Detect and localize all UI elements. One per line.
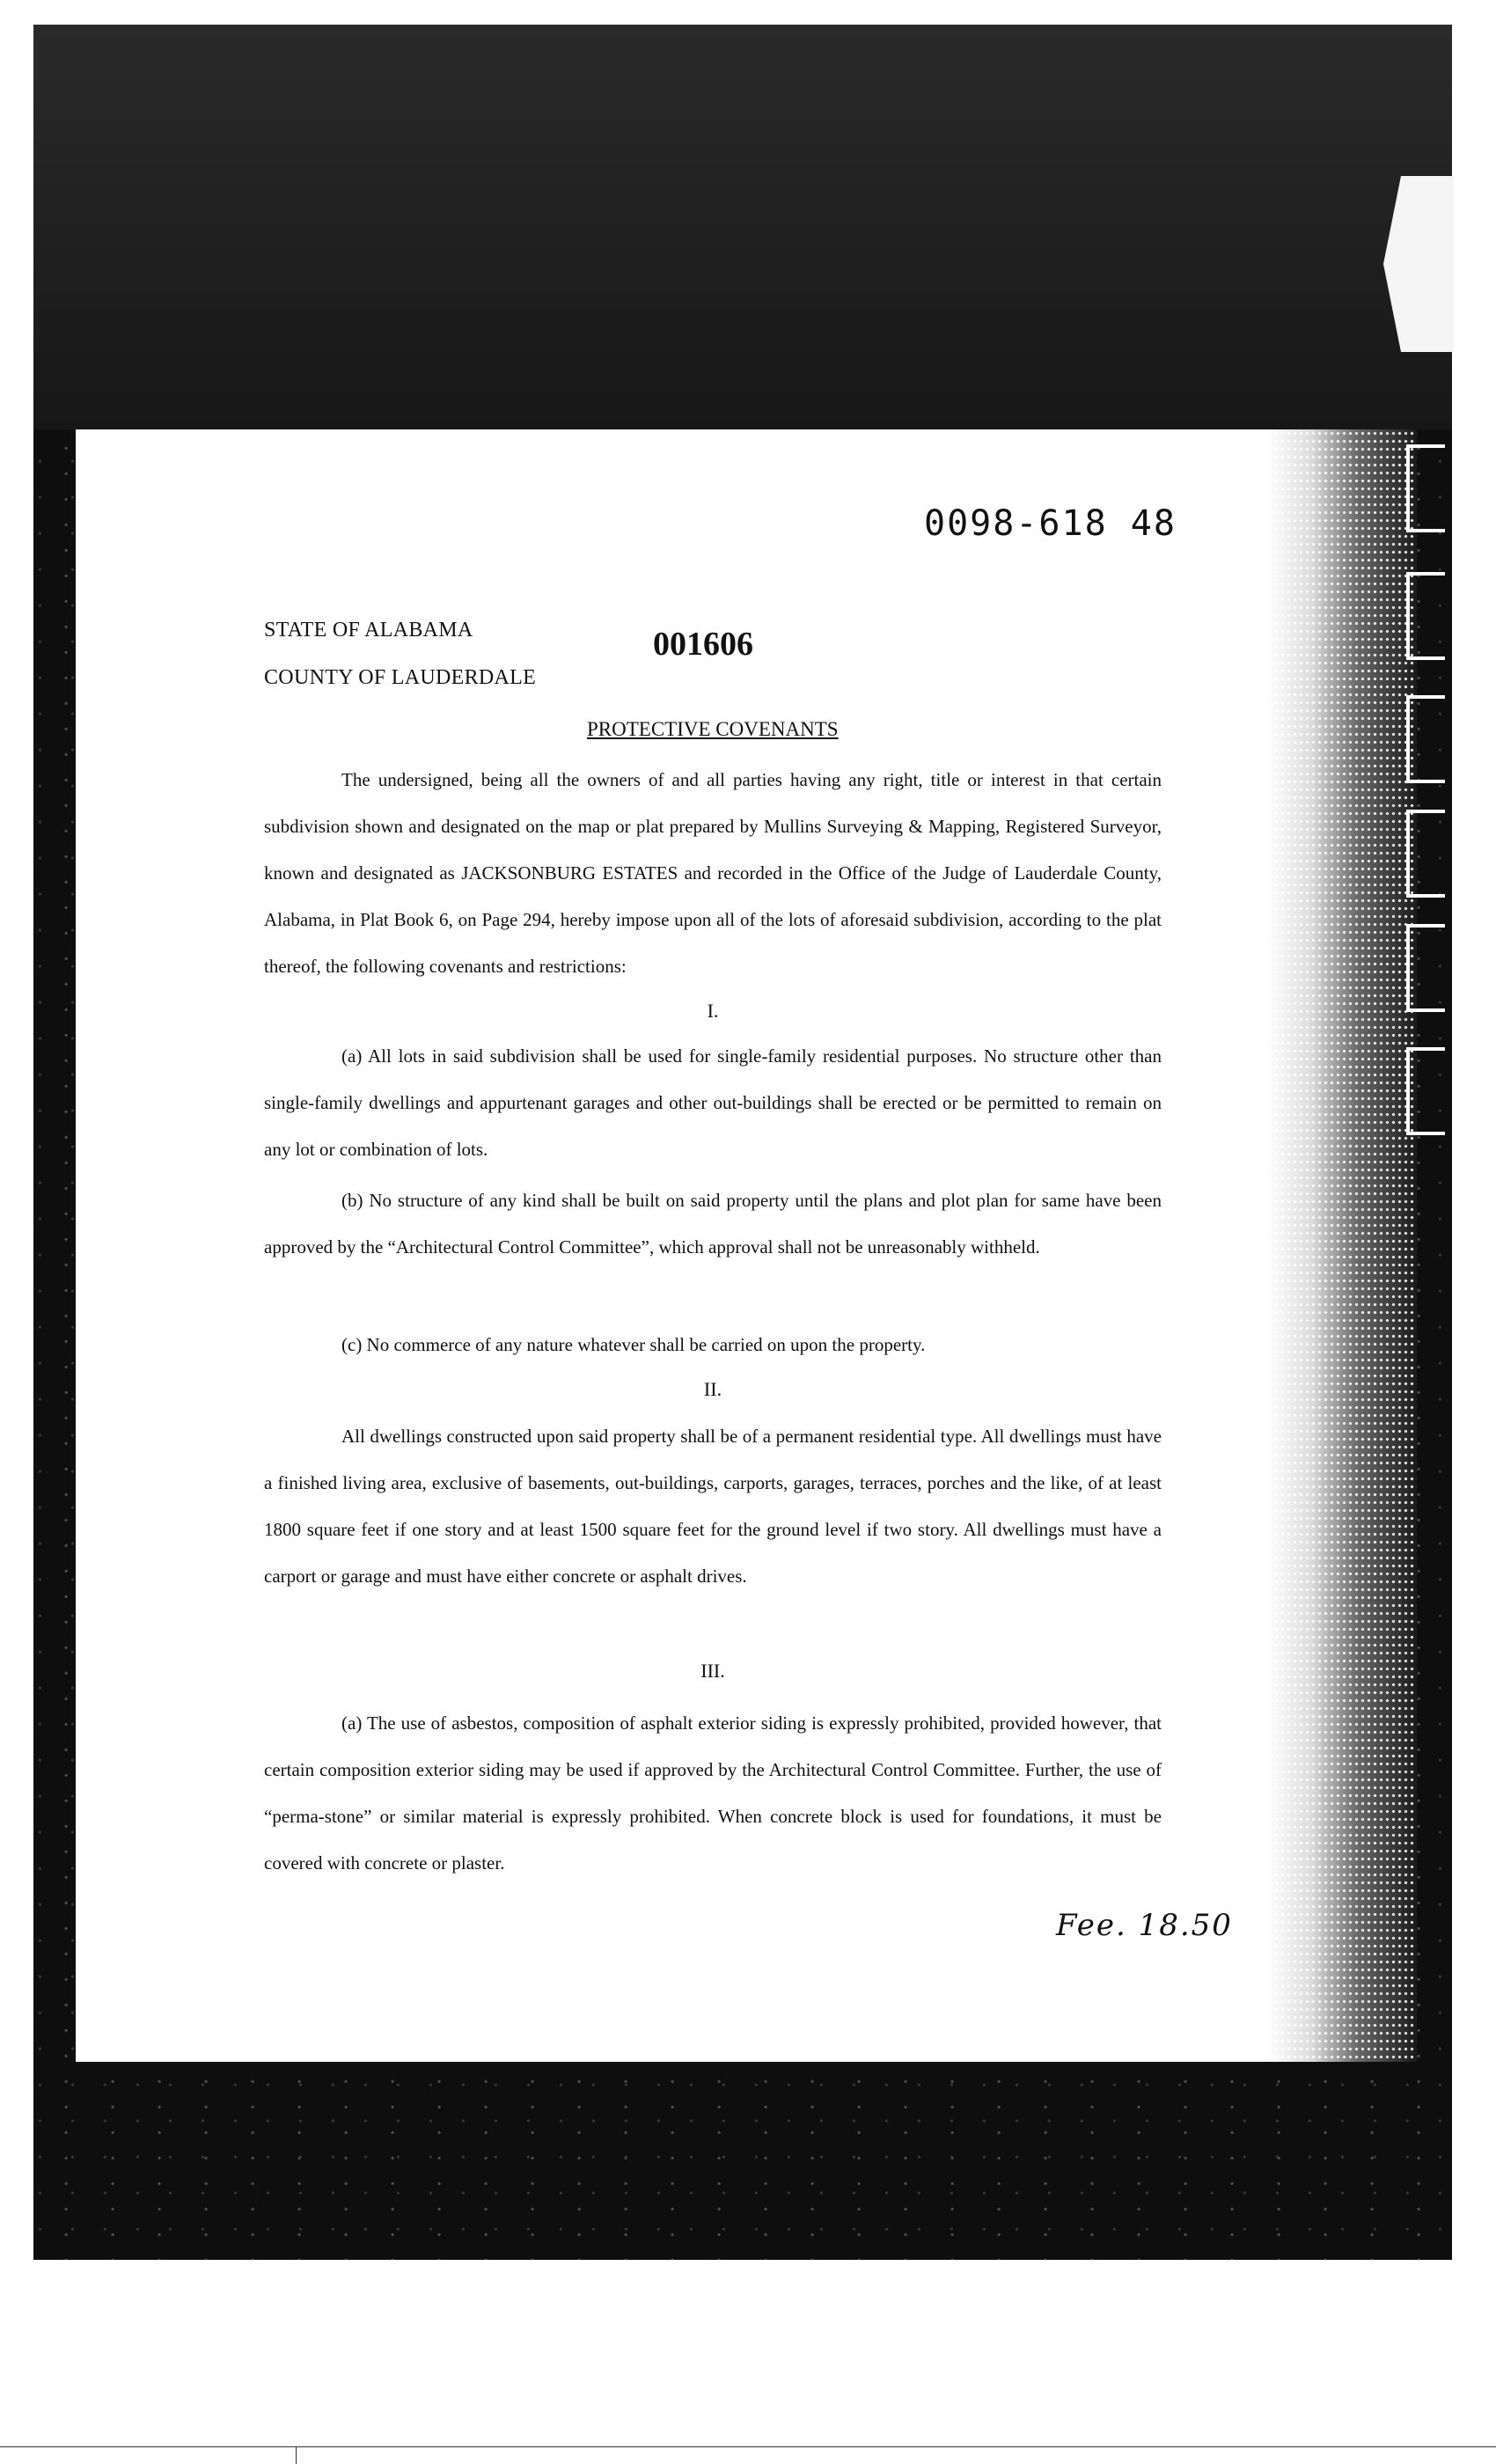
state-heading: STATE OF ALABAMA: [264, 619, 473, 642]
covenant-1b: (b) No structure of any kind shall be built on said property until the plans and plot plan for same have been approved by the “Architectural Control Committee”, which approval shall not be unreasonably withheld.: [264, 1190, 1162, 1258]
footer-divider: [296, 2446, 297, 2464]
covenant-1a: (a) All lots in said subdivision shall be used for single-family residential purposes. No structure other than single-family dwellings and appurtenant garages and other out-buildings shall be erected or be permitted to remain on any lot or combination of lots.: [264, 1045, 1162, 1160]
covenant-2: All dwellings constructed upon said property shall be of a permanent residential type. All dwellings must have a finished living area, exclusive of basements, out-buildings, carports, garages, terraces, porches and the like, of at least 1800 square feet if one story and at least 1500 square feet for the ground level if two story. All dwellings must have a carport or garage and must have either concrete or asphalt drives.: [264, 1426, 1162, 1587]
margin-mark: [1406, 444, 1445, 532]
section-heading-2: II.: [703, 1378, 722, 1400]
margin-mark: [1406, 1047, 1445, 1135]
document-title: PROTECTIVE COVENANTS: [587, 718, 839, 740]
covenant-1c: (c) No commerce of any nature whatever shall be carried on upon the property.: [341, 1334, 926, 1355]
covenant-3a: (a) The use of asbestos, composition of asphalt exterior siding is expressly prohibited, provided however, that certain composition exterior siding may be used if approved by the Architectural Control Committee. Further, the use of “perma-stone” or similar material is expressly prohibited. When concrete block is used for foundations, it must be covered with concrete or plaster.: [264, 1712, 1162, 1874]
footer-rule: [0, 2446, 1496, 2447]
section-heading-1: I.: [707, 1000, 719, 1022]
margin-mark: [1406, 572, 1445, 660]
margin-mark: [1406, 924, 1445, 1012]
book-page-number: 0098-618 48: [924, 503, 1177, 544]
margin-mark: [1406, 695, 1445, 783]
scan-top-area: [33, 25, 1452, 429]
county-heading: COUNTY OF LAUDERDALE: [264, 666, 537, 689]
intro-paragraph: The undersigned, being all the owners of and all parties having any right, title or interest in that certain subdivision shown and designated on the map or plat prepared by Mullins Surveying & Mapping, Registered Surveyor, known and designated as JACKSONBURG ESTATES and recorded in the Office of the Judge of Lauderdale County, Alabama, in Plat Book 6, on Page 294, hereby impose upon all of the lots of aforesaid subdivision, according to the plat thereof, the following covenants and restrictions:: [264, 769, 1162, 977]
handwritten-fee-note: Fee. 18.50: [1056, 1908, 1233, 1943]
page-edge-noise: [1267, 429, 1417, 2062]
margin-mark: [1406, 810, 1445, 898]
section-heading-3: III.: [700, 1660, 725, 1682]
instrument-number: 001606: [653, 626, 753, 663]
